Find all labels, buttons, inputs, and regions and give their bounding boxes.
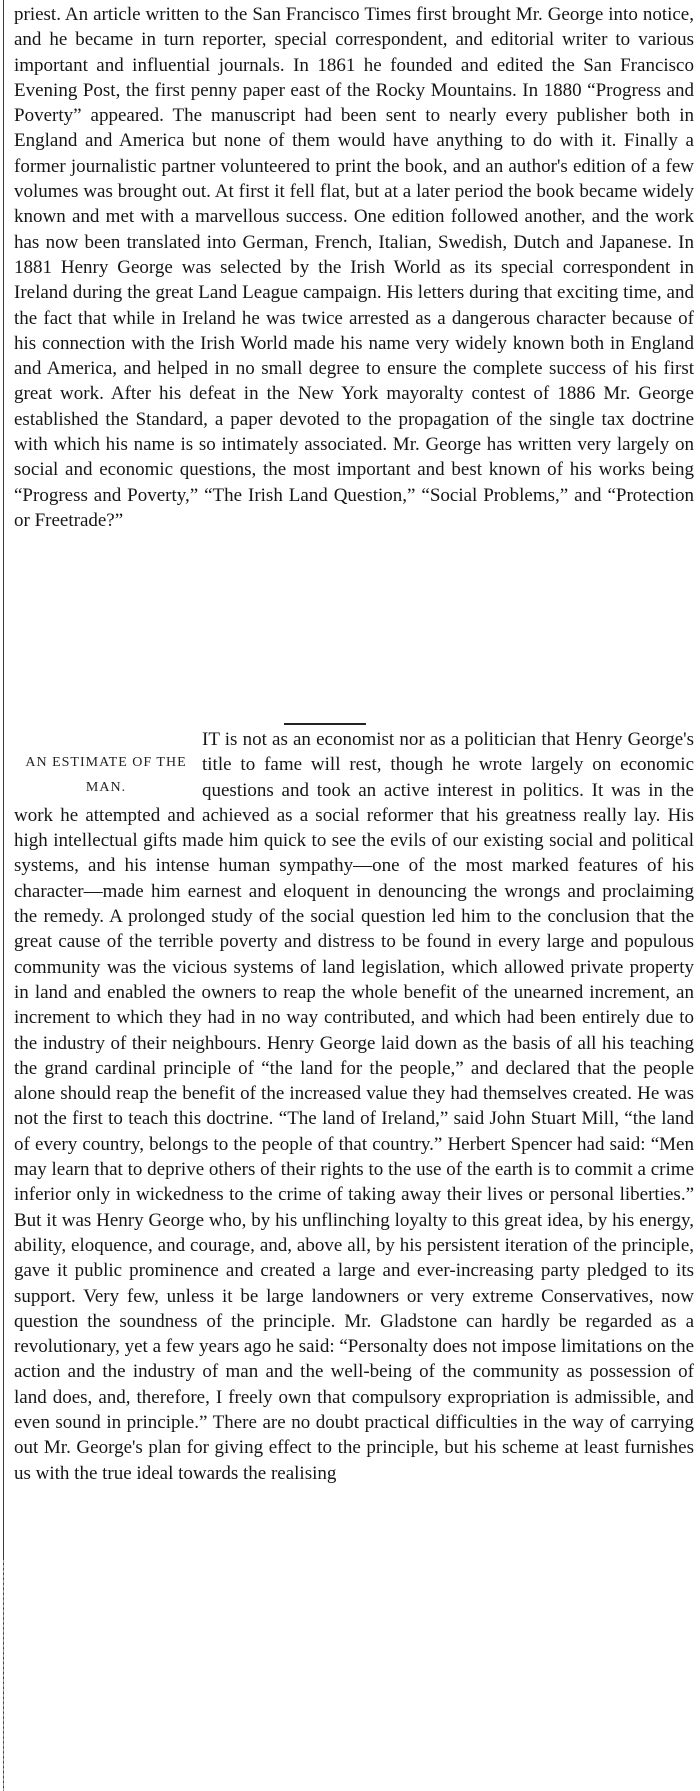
section-divider [284, 723, 366, 725]
section-estimate-of-the-man [14, 727, 694, 1486]
side-heading: AN ESTIMATE OF THE MAN. [25, 755, 187, 796]
column-rule-faint [3, 1560, 4, 1791]
column-rule [3, 0, 4, 1791]
paragraph-henry-george-career: priest. An article written to the San Francisco Times first brought Mr. George into notice, and he became in turn reporter, special correspondent, and editorial writer to various important and influential journals. In 1861 he founded and edited the San Francisco Evening Post, the first penny paper east of the Rocky Mountains. In 1880 “Progress and Poverty” appeared. The manuscript had been sent to nearly every publisher both in England and America but none of them would have anything to do with it. Finally a former journalistic partner volunteered to print the book, and an author's edition of a few volumes was brought out. At first it fell flat, but at a later period the book became widely known and met with a marvellous success. One edition followed another, and the work has now been translated into German, French, Italian, Swedish, Dutch and Japanese. In 1881 Henry George was selected by the Irish World as its special correspondent in Ireland during the great Land League campaign. His letters during that exciting time, and the fact that while in Ireland he was twice arrested as a dangerous character because of his connection with the Irish World made his name very widely known both in England and America, and helped in no small degree to ensure the complete success of his first great work. After his defeat in the New York mayoralty contest of 1886 Mr. George established the Standard, a paper devoted to the propagation of the single tax doctrine with which his name is so intimately associated. Mr. George has written very largely on social and economic questions, the most important and best known of his works being “Progress and Poverty,” “The Irish Land Question,” “Social Problems,” and “Protection or Freetrade?” [14, 4, 694, 531]
paragraph-estimate: IT is not as an economist nor as a politician that Henry George's title to fame will rest, though he wrote largely on economic questions and took an active interest in politics. It was in the work he attempted and achieved as a social reformer that his greatness really lay. His high intellectual gifts made him quick to see the evils of our existing social and political systems, and his intense human sympathy—one of the most marked features of his character—made him earnest and eloquent in denouncing the wrongs and proclaiming the remedy. A prolonged study of the social question led him to the conclusion that the great cause of the terrible poverty and distress to be found in every large and populous community was the vicious systems of land legislation, which allowed private property in land and enabled the owners to reap the whole benefit of the unearned increment, an increment to which they had in no way contributed, and which had been entirely due to the industry of their neighbours. Henry George laid down as the basis of all his teaching the grand cardinal principle of “the land for the people,” and declared that the people alone should reap the benefit of the increased value they had themselves created. He was not the first to teach this doctrine. “The land of Ireland,” said John Stuart Mill, “the land of every country, belongs to the people of that country.” Herbert Spencer had said: “Men may learn that to deprive others of their rights to the use of the earth is to commit a crime inferior only in wickedness to the crime of taking away their lives or personal liberties.” But it was Henry George who, by his unflinching loyalty to this great idea, by his energy, ability, eloquence, and courage, and, above all, by his persistent iteration of the principle, gave it public prominence and created a large and ever-increasing party pledged to its support. Very few, unless it be large landowners or very extreme Conservatives, now question the soundness of the principle. Mr. Gladstone can hardly be regarded as a revolutionary, yet a few years ago he said: “Personalty does not impose limitations on the action and the industry of man and the well-being of the community as possession of land does, and, therefore, I freely own that compulsory expropriation is admissible, and even sound in principle.” There are no doubt practical difficulties in the way of carrying out Mr. George's plan for giving effect to the principle, but his scheme at least furnishes us with the true ideal towards the realising [14, 729, 694, 1484]
